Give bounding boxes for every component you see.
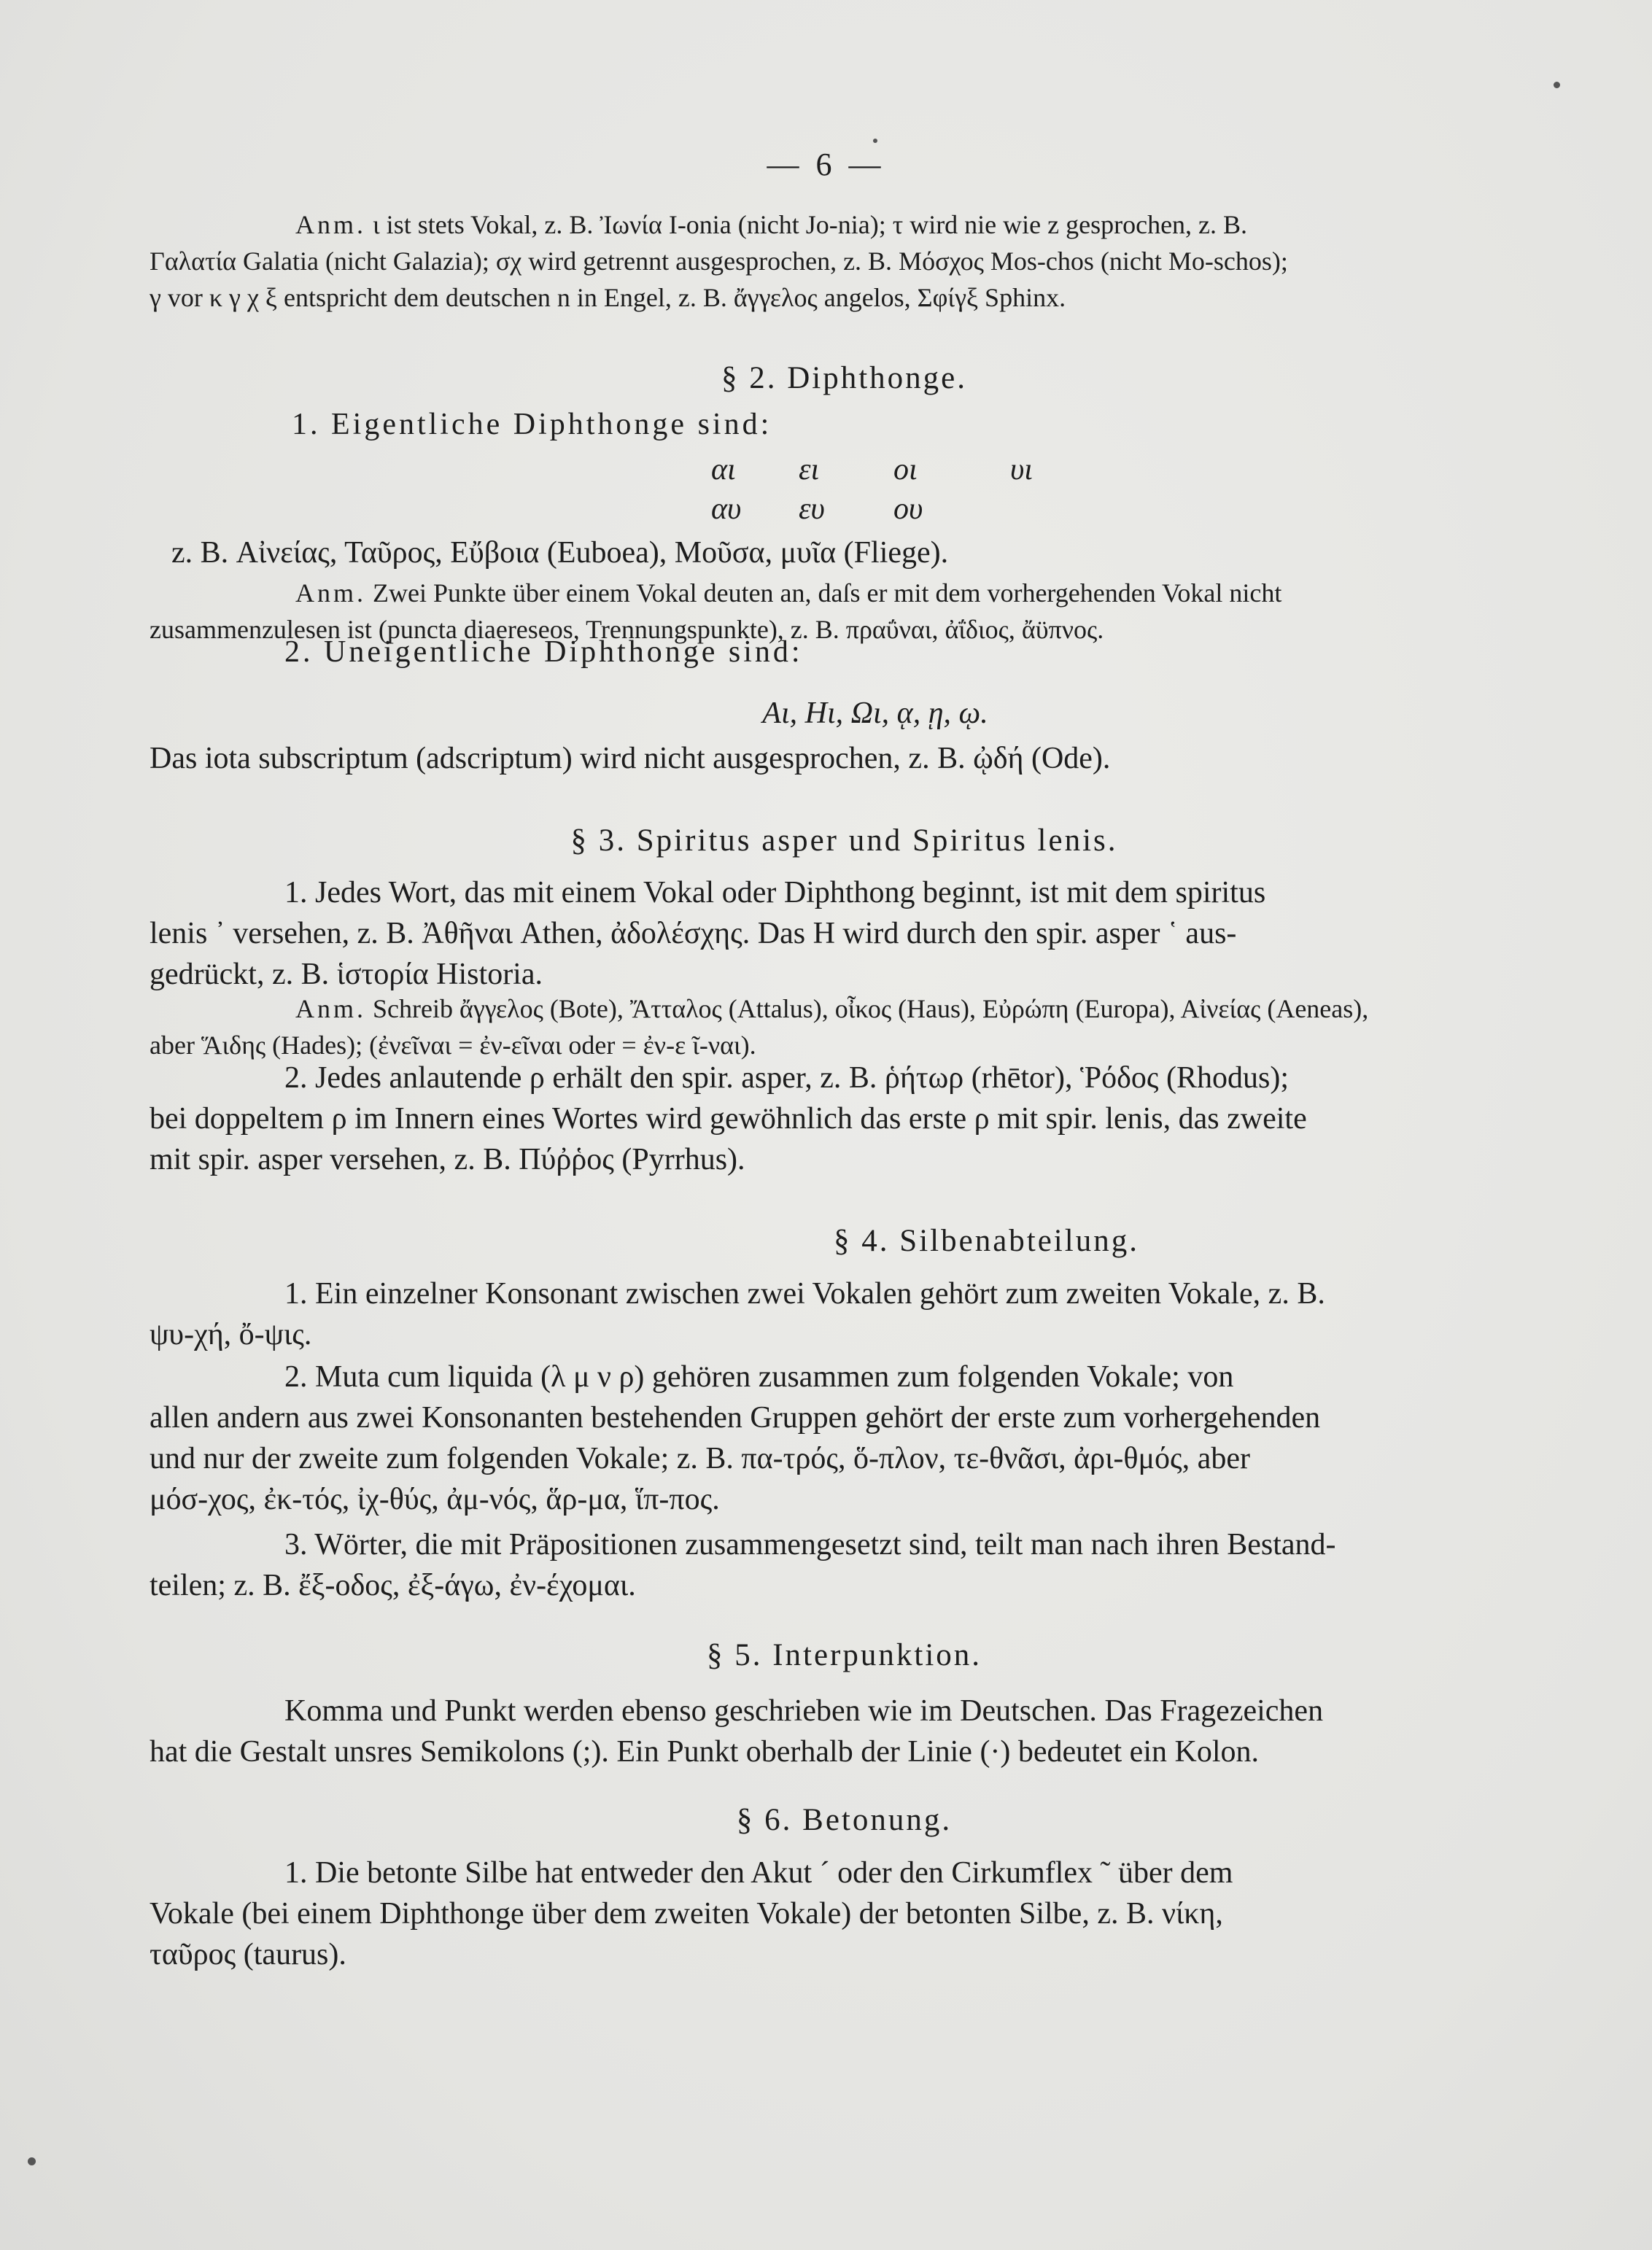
text-line: bei doppeltem ρ im Innern eines Wortes wird gewöhnlich das erste ρ mit spir. lenis, das zweite (150, 1102, 1307, 1136)
text-line: 1. Jedes Wort, das mit einem Vokal oder Diphthong beginnt, ist mit dem spiritus (284, 876, 1266, 909)
diphthong: αυ (711, 492, 742, 526)
text-line: ταῦρος (taurus). (150, 1938, 346, 1971)
note-line: zusammenzulesen ist (puncta diaereseos, Trennungspunkte), z. B. πραΰναι, ἀΐδιος, ἄϋπνος. (150, 615, 1104, 644)
paragraph: Das iota subscriptum (adscriptum) wird nicht ausgesprochen, z. B. ᾠδή (Ode). (150, 742, 1111, 775)
section-heading: § 6. Betonung. (736, 1803, 953, 1837)
note-label: Anm. (295, 210, 366, 239)
diphthong: ευ (799, 492, 825, 526)
text-line: 2. Muta cum liquida (λ μ ν ρ) gehören zusammen zum folgenden Vokale; von (284, 1360, 1234, 1394)
diphthong: οι (893, 453, 918, 486)
text-line: 2. Jedes anlautende ρ erhält den spir. asper, z. B. ῥήτωρ (rhētor), Ῥόδος (Rhodus); (284, 1061, 1290, 1095)
example-line: z. B. Αἰνείας, Ταῦρος, Εὔβοια (Euboea), Μοῦσα, μυῖα (Fliege). (171, 536, 949, 570)
ink-speck (28, 2157, 36, 2165)
note-line: ι ist stets Vokal, z. B. Ἰωνία I-onia (nicht Jo-nia); τ wird nie wie z gesprochen, z. B. (373, 210, 1248, 239)
note-paragraph (150, 206, 1539, 316)
text-line: hat die Gestalt unsres Semikolons (;). Ein Punkt oberhalb der Linie (·) bedeutet ein Kolon. (150, 1735, 1259, 1769)
diphthong: υι (1010, 453, 1033, 486)
section-heading: § 5. Interpunktion. (706, 1638, 982, 1672)
greek-diphthong-row: Αι, Ηι, Ωι, ᾳ, ῃ, ῳ. (762, 697, 988, 730)
diphthong: ει (799, 453, 820, 486)
paragraph (150, 1853, 1539, 1975)
diphthong: αι (711, 453, 736, 486)
text-line: allen andern aus zwei Konsonanten bestehenden Gruppen gehört der erste zum vorhergehenden (150, 1401, 1321, 1435)
text-line: Komma und Punkt werden ebenso geschrieben wie im Deutschen. Das Fragezeichen (284, 1694, 1324, 1728)
text-line: 1. Ein einzelner Konsonant zwischen zwei Vokalen gehört zum zweiten Vokale, z. B. (284, 1277, 1325, 1311)
text-line: lenis ᾿ versehen, z. B. Ἀθῆναι Athen, ἀδολέσχης. Das H wird durch den spir. asper ῾ aus- (150, 917, 1237, 950)
section-heading: § 3. Spiritus asper und Spiritus lenis. (570, 823, 1118, 858)
note-line: Schreib ἄγγελος (Bote), Ἄτταλος (Attalus), οἶκος (Haus), Εὐρώπη (Europa), Αἰνείας (Aeneas), (373, 994, 1369, 1023)
paragraph (150, 1357, 1539, 1520)
text-line: und nur der zweite zum folgenden Vokale; z. B. πα-τρός, ὅ-πλον, τε-θνᾶσι, ἀρι-θμός, aber (150, 1442, 1250, 1475)
note-paragraph (150, 990, 1539, 1063)
text-line: 3. Wörter, die mit Präpositionen zusammengesetzt sind, teilt man nach ihren Bestand- (284, 1528, 1336, 1562)
paragraph (150, 1273, 1539, 1355)
note-label: Anm. (295, 994, 366, 1023)
text-line: teilen; z. B. ἔξ-οδος, ἐξ-άγω, ἐν-έχομαι. (150, 1569, 636, 1602)
text-line: ψυ-χή, ὄ-ψις. (150, 1318, 312, 1351)
section-heading: § 4. Silbenabteilung. (834, 1224, 1139, 1258)
text-line: mit spir. asper versehen, z. B. Πύῤῥος (Pyrrhus). (150, 1143, 745, 1176)
text-line: gedrückt, z. B. ἱστορία Historia. (150, 958, 543, 991)
note-label: Anm. (295, 578, 366, 608)
paragraph (150, 872, 1539, 995)
note-line: aber Ἅιδης (Hades); (ἐνεῖναι = ἐν-εῖναι oder = ἐν-ε ῖ-ναι). (150, 1031, 756, 1060)
list-item-heading: 1. Eigentliche Diphthonge sind: (292, 408, 772, 441)
ink-speck (1554, 82, 1560, 88)
page-number: — 6 — (767, 147, 885, 182)
list-item-heading: 2. Uneigentliche Diphthonge sind: (284, 635, 803, 669)
note-line: γ vor κ γ χ ξ entspricht dem deutschen n in Engel, z. B. ἄγγελος angelos, Σφίγξ Sphinx. (150, 283, 1066, 312)
text-line: 1. Die betonte Silbe hat entweder den Akut ´ oder den Cirkumflex ῀ über dem (284, 1856, 1233, 1890)
text-line: Vokale (bei einem Diphthonge über dem zweiten Vokale) der betonten Silbe, z. B. νίκη, (150, 1897, 1223, 1931)
ink-speck (873, 139, 877, 143)
text-line: μόσ-χος, ἐκ-τός, ἰχ-θύς, ἀμ-νός, ἅρ-μα, ἵπ-πος. (150, 1483, 720, 1516)
note-line: Zwei Punkte über einem Vokal deuten an, daſs er mit dem vorhergehenden Vokal nicht (373, 578, 1282, 608)
diphthong: ου (893, 492, 923, 526)
paragraph (150, 1058, 1539, 1180)
section-heading: § 2. Diphthonge. (721, 361, 968, 395)
paragraph (150, 1524, 1539, 1606)
paragraph (150, 1691, 1539, 1772)
note-line: Γαλατία Galatia (nicht Galazia); σχ wird getrennt ausgesprochen, z. B. Μόσχος Mos-chos (nicht Mo-schos); (150, 247, 1288, 276)
